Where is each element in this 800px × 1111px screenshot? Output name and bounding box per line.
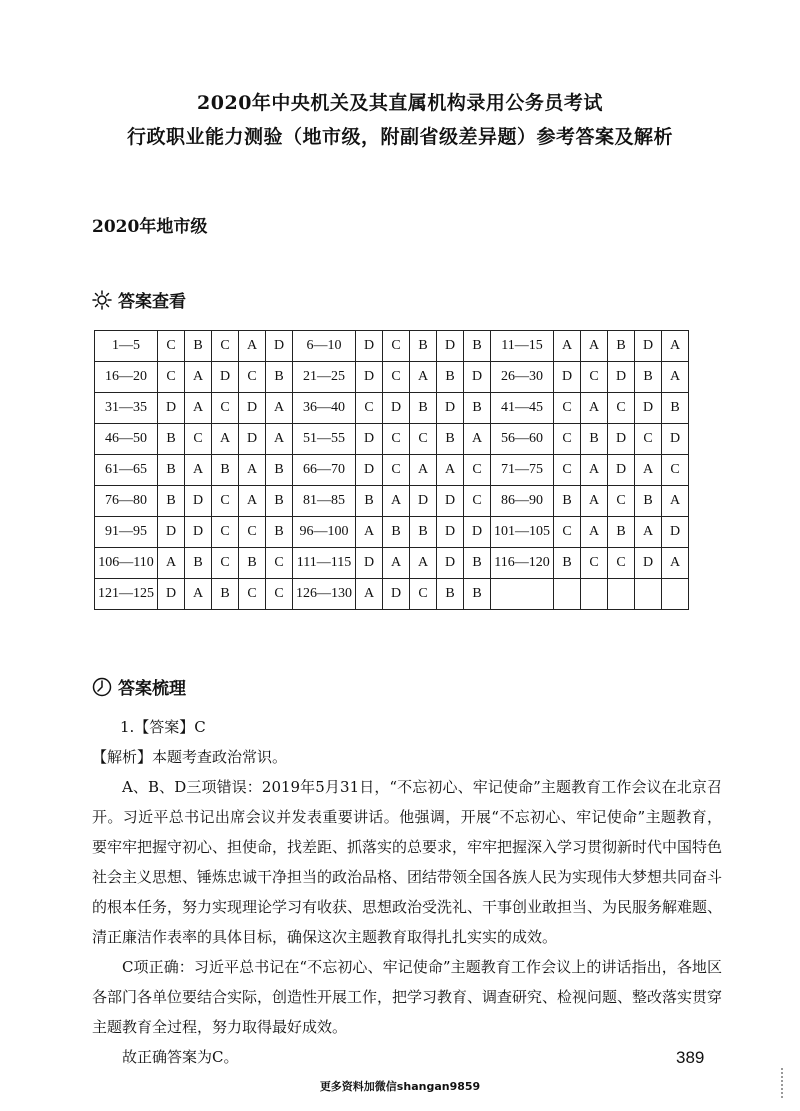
answer-range-cell: 111—115 <box>293 548 356 579</box>
answer-cell: B <box>266 362 293 393</box>
answer-range-cell: 31—35 <box>95 393 158 424</box>
analysis-paragraph: 故正确答案为C。 <box>122 1048 239 1066</box>
answer-cell: B <box>635 362 662 393</box>
answer-cell: A <box>239 331 266 362</box>
answer-cell: A <box>356 579 383 610</box>
answer-cell: D <box>266 331 293 362</box>
answer-cell <box>554 579 581 610</box>
answer-cell: C <box>212 548 239 579</box>
answer-cell: A <box>464 424 491 455</box>
answer-cell: B <box>464 393 491 424</box>
answer-cell: D <box>437 517 464 548</box>
answer-range-cell: 81—85 <box>293 486 356 517</box>
answer-range-cell: 106—110 <box>95 548 158 579</box>
answer-cell: C <box>608 486 635 517</box>
answer-cell: B <box>356 486 383 517</box>
answer-cell: B <box>383 517 410 548</box>
answer-cell: D <box>608 424 635 455</box>
answer-cell: A <box>185 579 212 610</box>
answer-range-cell: 6—10 <box>293 331 356 362</box>
doc-title-line1: 2020年中央机关及其直属机构录用公务员考试 <box>197 92 603 114</box>
answer-cell: B <box>185 548 212 579</box>
answer-cell: B <box>635 486 662 517</box>
answer-cell: C <box>635 424 662 455</box>
answer-cell: D <box>383 393 410 424</box>
answer-cell: C <box>212 517 239 548</box>
answer-cell: A <box>662 362 689 393</box>
answer-cell: A <box>356 517 383 548</box>
answer-cell: A <box>266 393 293 424</box>
answer-cell: D <box>410 486 437 517</box>
answer-cell: D <box>239 424 266 455</box>
answer-row <box>95 424 689 455</box>
answer-cell: D <box>662 517 689 548</box>
answer-cell: A <box>437 455 464 486</box>
answer-cell: A <box>410 455 437 486</box>
answer-cell: D <box>635 548 662 579</box>
answer-cell: A <box>239 486 266 517</box>
answer-range-cell: 51—55 <box>293 424 356 455</box>
answer-cell: D <box>437 486 464 517</box>
answer-cell: D <box>608 362 635 393</box>
answer-cell: A <box>185 393 212 424</box>
answer-cell: C <box>185 424 212 455</box>
answer-cell: A <box>635 455 662 486</box>
answer-cell: A <box>662 331 689 362</box>
answer-cell: B <box>410 517 437 548</box>
answer-cell: A <box>158 548 185 579</box>
answer-range-cell: 91—95 <box>95 517 158 548</box>
answer-range-cell: 101—105 <box>491 517 554 548</box>
answer-cell: A <box>383 486 410 517</box>
answer-cell: D <box>212 362 239 393</box>
answer-cell <box>662 579 689 610</box>
answer-cell: C <box>383 455 410 486</box>
answer-cell: D <box>356 455 383 486</box>
answer-cell: D <box>635 331 662 362</box>
answer-cell: D <box>356 331 383 362</box>
answer-cell: C <box>554 393 581 424</box>
answer-cell: C <box>554 517 581 548</box>
answer-cell: D <box>158 393 185 424</box>
answer-cell: B <box>464 331 491 362</box>
answer-cell: D <box>356 548 383 579</box>
answer-range-cell: 121—125 <box>95 579 158 610</box>
question-answer-line: 1.【答案】C <box>120 718 206 736</box>
answer-cell: A <box>410 548 437 579</box>
answer-cell: B <box>554 548 581 579</box>
answer-cell: C <box>212 486 239 517</box>
answer-cell: A <box>662 486 689 517</box>
answer-cell: D <box>437 548 464 579</box>
answer-cell: B <box>464 579 491 610</box>
answer-cell: A <box>581 486 608 517</box>
answer-cell: C <box>383 424 410 455</box>
answer-range-cell: 71—75 <box>491 455 554 486</box>
answer-cell: D <box>356 362 383 393</box>
answer-cell: A <box>635 517 662 548</box>
answer-cell: B <box>158 455 185 486</box>
answer-range-cell: 16—20 <box>95 362 158 393</box>
analysis-paragraph: A、B、D三项错误：2019年5月31日，“不忘初心、牢记使命”主题教育工作会议在北京召开。习近平总书记出席会议并发表重要讲话。他强调，开展“不忘初心、牢记使命”主题教育，要牢牢把握守初心、担使命，找差距、抓落实的总要求，牢牢把握深入学习贯彻新时代中国特色社会主义思想、锤炼忠诚干净担当的政治品格、团结带领全国各族人民为实现伟大梦想共同奋斗的根本任务，努力实现理论学习有收获、思想政治受洗礼、干事创业敢担当、为民服务解难题、清正廉洁作表率的具体目标，确保这次主题教育取得扎扎实实的成效。 <box>92 778 723 946</box>
answer-range-cell: 36—40 <box>293 393 356 424</box>
answer-cell: B <box>266 517 293 548</box>
answer-cell: B <box>437 362 464 393</box>
answer-cell: B <box>608 331 635 362</box>
answer-cell: D <box>158 517 185 548</box>
answer-range-cell: 76—80 <box>95 486 158 517</box>
answer-cell: B <box>437 424 464 455</box>
answer-cell: B <box>437 579 464 610</box>
answer-cell: B <box>554 486 581 517</box>
answer-cell: C <box>554 455 581 486</box>
answer-cell: C <box>410 424 437 455</box>
answer-cell: C <box>212 331 239 362</box>
answer-row <box>95 393 689 424</box>
answer-cell: C <box>158 362 185 393</box>
answer-cell: C <box>266 579 293 610</box>
answer-cell <box>581 579 608 610</box>
answers-heading <box>92 287 186 312</box>
answer-cell: B <box>212 579 239 610</box>
answer-cell: D <box>464 362 491 393</box>
section-year-heading: 2020年地市级 <box>92 217 208 237</box>
answer-row <box>95 331 689 362</box>
answer-range-cell: 116—120 <box>491 548 554 579</box>
answer-range-cell: 61—65 <box>95 455 158 486</box>
answer-cell: D <box>662 424 689 455</box>
answer-row <box>95 362 689 393</box>
answer-cell: B <box>581 424 608 455</box>
answer-cell: B <box>212 455 239 486</box>
answer-cell: D <box>185 517 212 548</box>
footer-note: 更多资料加微信shangan9859 <box>319 1080 481 1093</box>
explanation-label: 【解析】本题考查政治常识。 <box>92 748 288 766</box>
answer-row <box>95 517 689 548</box>
answer-cell: B <box>410 331 437 362</box>
analysis-heading-label: 答案梳理 <box>118 679 186 699</box>
answer-cell: D <box>185 486 212 517</box>
answer-cell: C <box>464 486 491 517</box>
answer-range-cell: 86—90 <box>491 486 554 517</box>
answer-cell: B <box>608 517 635 548</box>
scan-edge-mark <box>781 1068 786 1098</box>
answer-cell: B <box>158 486 185 517</box>
answer-cell: C <box>356 393 383 424</box>
answer-cell: B <box>464 548 491 579</box>
answer-cell: C <box>608 393 635 424</box>
answer-cell: B <box>410 393 437 424</box>
answer-cell: C <box>266 548 293 579</box>
answer-cell: C <box>239 362 266 393</box>
answer-cell: B <box>662 393 689 424</box>
answers-heading-label: 答案查看 <box>118 292 186 312</box>
answer-row <box>95 455 689 486</box>
answer-row <box>95 548 689 579</box>
answer-table <box>94 330 689 610</box>
answer-cell: C <box>383 362 410 393</box>
answer-cell: A <box>581 393 608 424</box>
answer-range-cell: 66—70 <box>293 455 356 486</box>
answer-row <box>95 486 689 517</box>
analysis-content <box>92 712 722 1072</box>
answer-cell: A <box>185 362 212 393</box>
answer-cell: D <box>635 393 662 424</box>
answer-cell: D <box>239 393 266 424</box>
answer-cell: C <box>212 393 239 424</box>
answer-cell: C <box>581 362 608 393</box>
answer-cell: C <box>554 424 581 455</box>
answer-cell: D <box>464 517 491 548</box>
analysis-heading <box>92 674 186 699</box>
answer-cell: C <box>608 548 635 579</box>
answer-cell: A <box>383 548 410 579</box>
answer-row <box>95 579 689 610</box>
answer-cell: C <box>239 579 266 610</box>
answer-cell: A <box>581 517 608 548</box>
answer-cell: A <box>410 362 437 393</box>
answer-cell: C <box>158 331 185 362</box>
answer-cell: C <box>662 455 689 486</box>
clock-icon <box>92 677 112 697</box>
answer-cell: D <box>158 579 185 610</box>
answer-cell <box>635 579 662 610</box>
answer-cell: C <box>581 548 608 579</box>
answer-cell: A <box>239 455 266 486</box>
answer-cell: C <box>239 517 266 548</box>
answer-range-cell: 21—25 <box>293 362 356 393</box>
answer-range-cell: 126—130 <box>293 579 356 610</box>
answer-cell: D <box>608 455 635 486</box>
answer-cell: A <box>554 331 581 362</box>
answer-cell: B <box>158 424 185 455</box>
answer-cell: D <box>437 331 464 362</box>
answer-cell: C <box>464 455 491 486</box>
answer-range-cell: 56—60 <box>491 424 554 455</box>
answer-cell: C <box>383 331 410 362</box>
answer-cell: A <box>266 424 293 455</box>
answer-cell: A <box>185 455 212 486</box>
answer-range-cell: 11—15 <box>491 331 554 362</box>
answer-cell: A <box>212 424 239 455</box>
answer-cell: D <box>554 362 581 393</box>
answer-range-cell: 41—45 <box>491 393 554 424</box>
doc-title-line2: 行政职业能力测验（地市级，附副省级差异题）参考答案及解析 <box>126 126 673 148</box>
answer-range-cell <box>491 579 554 610</box>
analysis-paragraph: C项正确：习近平总书记在“不忘初心、牢记使命”主题教育工作会议上的讲话指出，各地区各部门各单位要结合实际，创造性开展工作，把学习教育、调查研究、检视问题、整改落实贯穿主题教育全过程，努力取得最好成效。 <box>92 958 723 1036</box>
answer-cell: B <box>266 455 293 486</box>
sun-icon <box>92 290 112 310</box>
answer-range-cell: 26—30 <box>491 362 554 393</box>
answer-cell: A <box>581 455 608 486</box>
answer-cell: C <box>410 579 437 610</box>
answer-cell: B <box>266 486 293 517</box>
answer-cell: A <box>662 548 689 579</box>
answer-range-cell: 96—100 <box>293 517 356 548</box>
answer-cell: B <box>239 548 266 579</box>
answer-range-cell: 1—5 <box>95 331 158 362</box>
answer-cell: D <box>356 424 383 455</box>
answer-cell: D <box>383 579 410 610</box>
answer-cell <box>608 579 635 610</box>
answer-cell: A <box>581 331 608 362</box>
answer-range-cell: 46—50 <box>95 424 158 455</box>
answer-cell: D <box>437 393 464 424</box>
page-number: 389 <box>676 1048 705 1067</box>
answer-cell: B <box>185 331 212 362</box>
